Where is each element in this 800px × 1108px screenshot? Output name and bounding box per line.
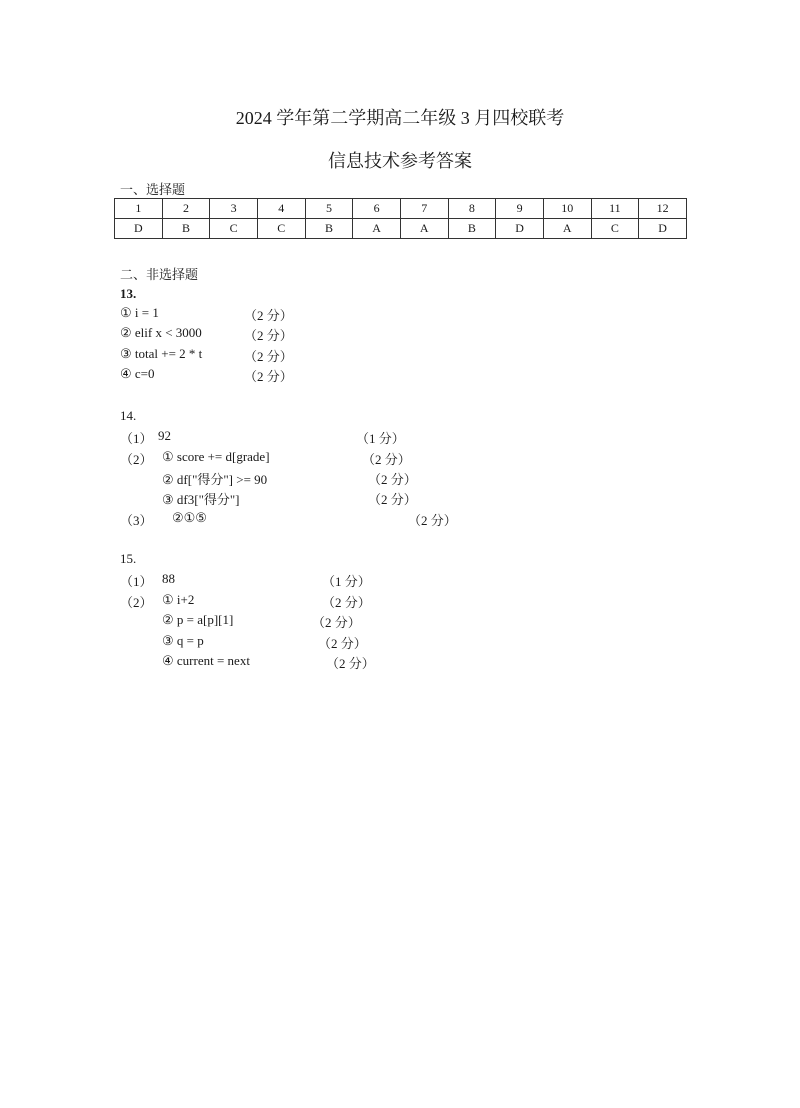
q15-part1-score: （1 分） [322,574,371,589]
q13-answer-2: ② elif x < 3000 [120,325,202,340]
answer-cell: B [305,219,353,239]
q15-part2-score-3: （2 分） [318,636,367,651]
q14-number: 14. [120,408,137,423]
question-number-cell: 10 [543,199,591,219]
answer-cell: C [257,219,305,239]
q14-part2-score-3: （2 分） [368,492,417,507]
q14-part2-score-2: （2 分） [368,472,417,487]
q13-answer-4: ④ c=0 [120,366,155,381]
answer-cell: D [115,219,163,239]
q14-part3-score: （2 分） [408,513,457,528]
exam-title: 2024 学年第二学期高二年级 3 月四校联考 [235,108,565,128]
q13-score-1: （2 分） [244,308,293,323]
q14-part1-label: （1） [120,431,153,446]
question-number-cell: 3 [210,199,258,219]
answer-cell: B [162,219,210,239]
q15-number: 15. [120,551,137,566]
q13-score-2: （2 分） [244,328,293,343]
q15-part2-score-4: （2 分） [326,656,375,671]
q13-answer-1: ① i = 1 [120,305,159,320]
question-number-row [115,199,687,219]
q14-part2-label: （2） [120,452,153,467]
q13-score-4: （2 分） [244,369,293,384]
q15-part2-label: （2） [120,595,153,610]
q15-part2-answer-2: ② p = a[p][1] [162,612,234,627]
question-number-cell: 6 [353,199,401,219]
q13-number: 13. [120,286,137,301]
q15-part2-answer-3: ③ q = p [162,633,204,648]
q14-part1-answer: 92 [158,428,171,443]
multiple-choice-table [114,198,687,239]
question-number-cell: 5 [305,199,353,219]
answer-cell: C [210,219,258,239]
q14-part1-score: （1 分） [356,431,405,446]
q14-part2-score-1: （2 分） [362,452,411,467]
q14-part2-answer-3: ③ df3["得分"] [162,492,240,507]
q15-part2-answer-1: ① i+2 [162,592,195,607]
answer-cell: A [353,219,401,239]
q14-part3-answer: ②①⑤ [172,510,207,525]
question-number-cell: 8 [448,199,496,219]
question-number-cell: 9 [496,199,544,219]
question-number-cell: 2 [162,199,210,219]
q14-part2-answer-1: ① score += d[grade] [162,449,270,464]
q15-part2-answer-4: ④ current = next [162,653,250,668]
section2-heading: 二、非选择题 [120,267,199,282]
q15-part1-label: （1） [120,574,153,589]
question-number-cell: 4 [257,199,305,219]
question-number-cell: 7 [400,199,448,219]
q13-answer-3: ③ total += 2 * t [120,346,203,361]
answer-cell: A [400,219,448,239]
question-number-cell: 1 [115,199,163,219]
answer-cell: D [496,219,544,239]
answer-row [115,219,687,239]
q14-part2-answer-2: ② df["得分"] >= 90 [162,472,268,487]
answer-cell: C [591,219,639,239]
q15-part2-score-2: （2 分） [312,615,361,630]
q13-score-3: （2 分） [244,349,293,364]
q15-part1-answer: 88 [162,571,175,586]
answer-cell: B [448,219,496,239]
answer-cell: D [639,219,687,239]
question-number-cell: 12 [639,199,687,219]
q15-part2-score-1: （2 分） [322,595,371,610]
question-number-cell: 11 [591,199,639,219]
section1-heading: 一、选择题 [120,182,186,197]
document-subtitle: 信息技术参考答案 [328,151,472,171]
q14-part3-label: （3） [120,513,153,528]
answer-cell: A [543,219,591,239]
